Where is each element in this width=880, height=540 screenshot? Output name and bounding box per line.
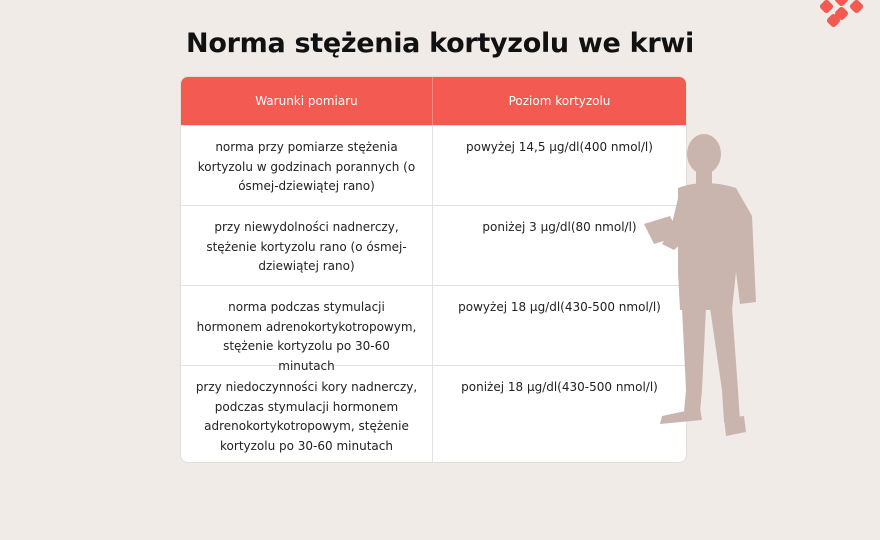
column-header-conditions: Warunki pomiaru <box>181 77 433 125</box>
table-row <box>181 125 686 205</box>
condition-cell: norma podczas stymulacji hormonem adrenokortykotropowym, stężenie kortyzolu po 30-60 minutach <box>181 286 433 365</box>
level-cell: powyżej 14,5 µg/dl(400 nmol/l) <box>466 140 653 154</box>
level-cell: powyżej 18 µg/dl(430-500 nmol/l) <box>458 300 661 314</box>
table-row <box>181 205 686 285</box>
condition-cell: przy niewydolności nadnerczy, stężenie kortyzolu rano (o ósmej-dziewiątej rano) <box>181 206 433 285</box>
table-header <box>181 77 686 125</box>
condition-cell: norma przy pomiarze stężenia kortyzolu w godzinach porannych (o ósmej-dziewiątej rano) <box>181 126 433 205</box>
page-title: Norma stężenia kortyzolu we krwi <box>186 28 694 60</box>
column-header-level: Poziom kortyzolu <box>508 94 611 108</box>
condition-cell: przy niedoczynności kory nadnerczy, podczas stymulacji hormonem adrenokortykotropowym, stężenie kortyzolu po 30-60 minutach <box>181 366 433 462</box>
level-cell: poniżej 18 µg/dl(430-500 nmol/l) <box>461 380 658 394</box>
doctor-silhouette-illustration <box>640 132 770 442</box>
cortisol-norms-table <box>180 76 687 463</box>
brand-logo-icon <box>820 0 864 32</box>
table-row <box>181 365 686 462</box>
level-cell: poniżej 3 µg/dl(80 nmol/l) <box>482 220 637 234</box>
table-row <box>181 285 686 373</box>
